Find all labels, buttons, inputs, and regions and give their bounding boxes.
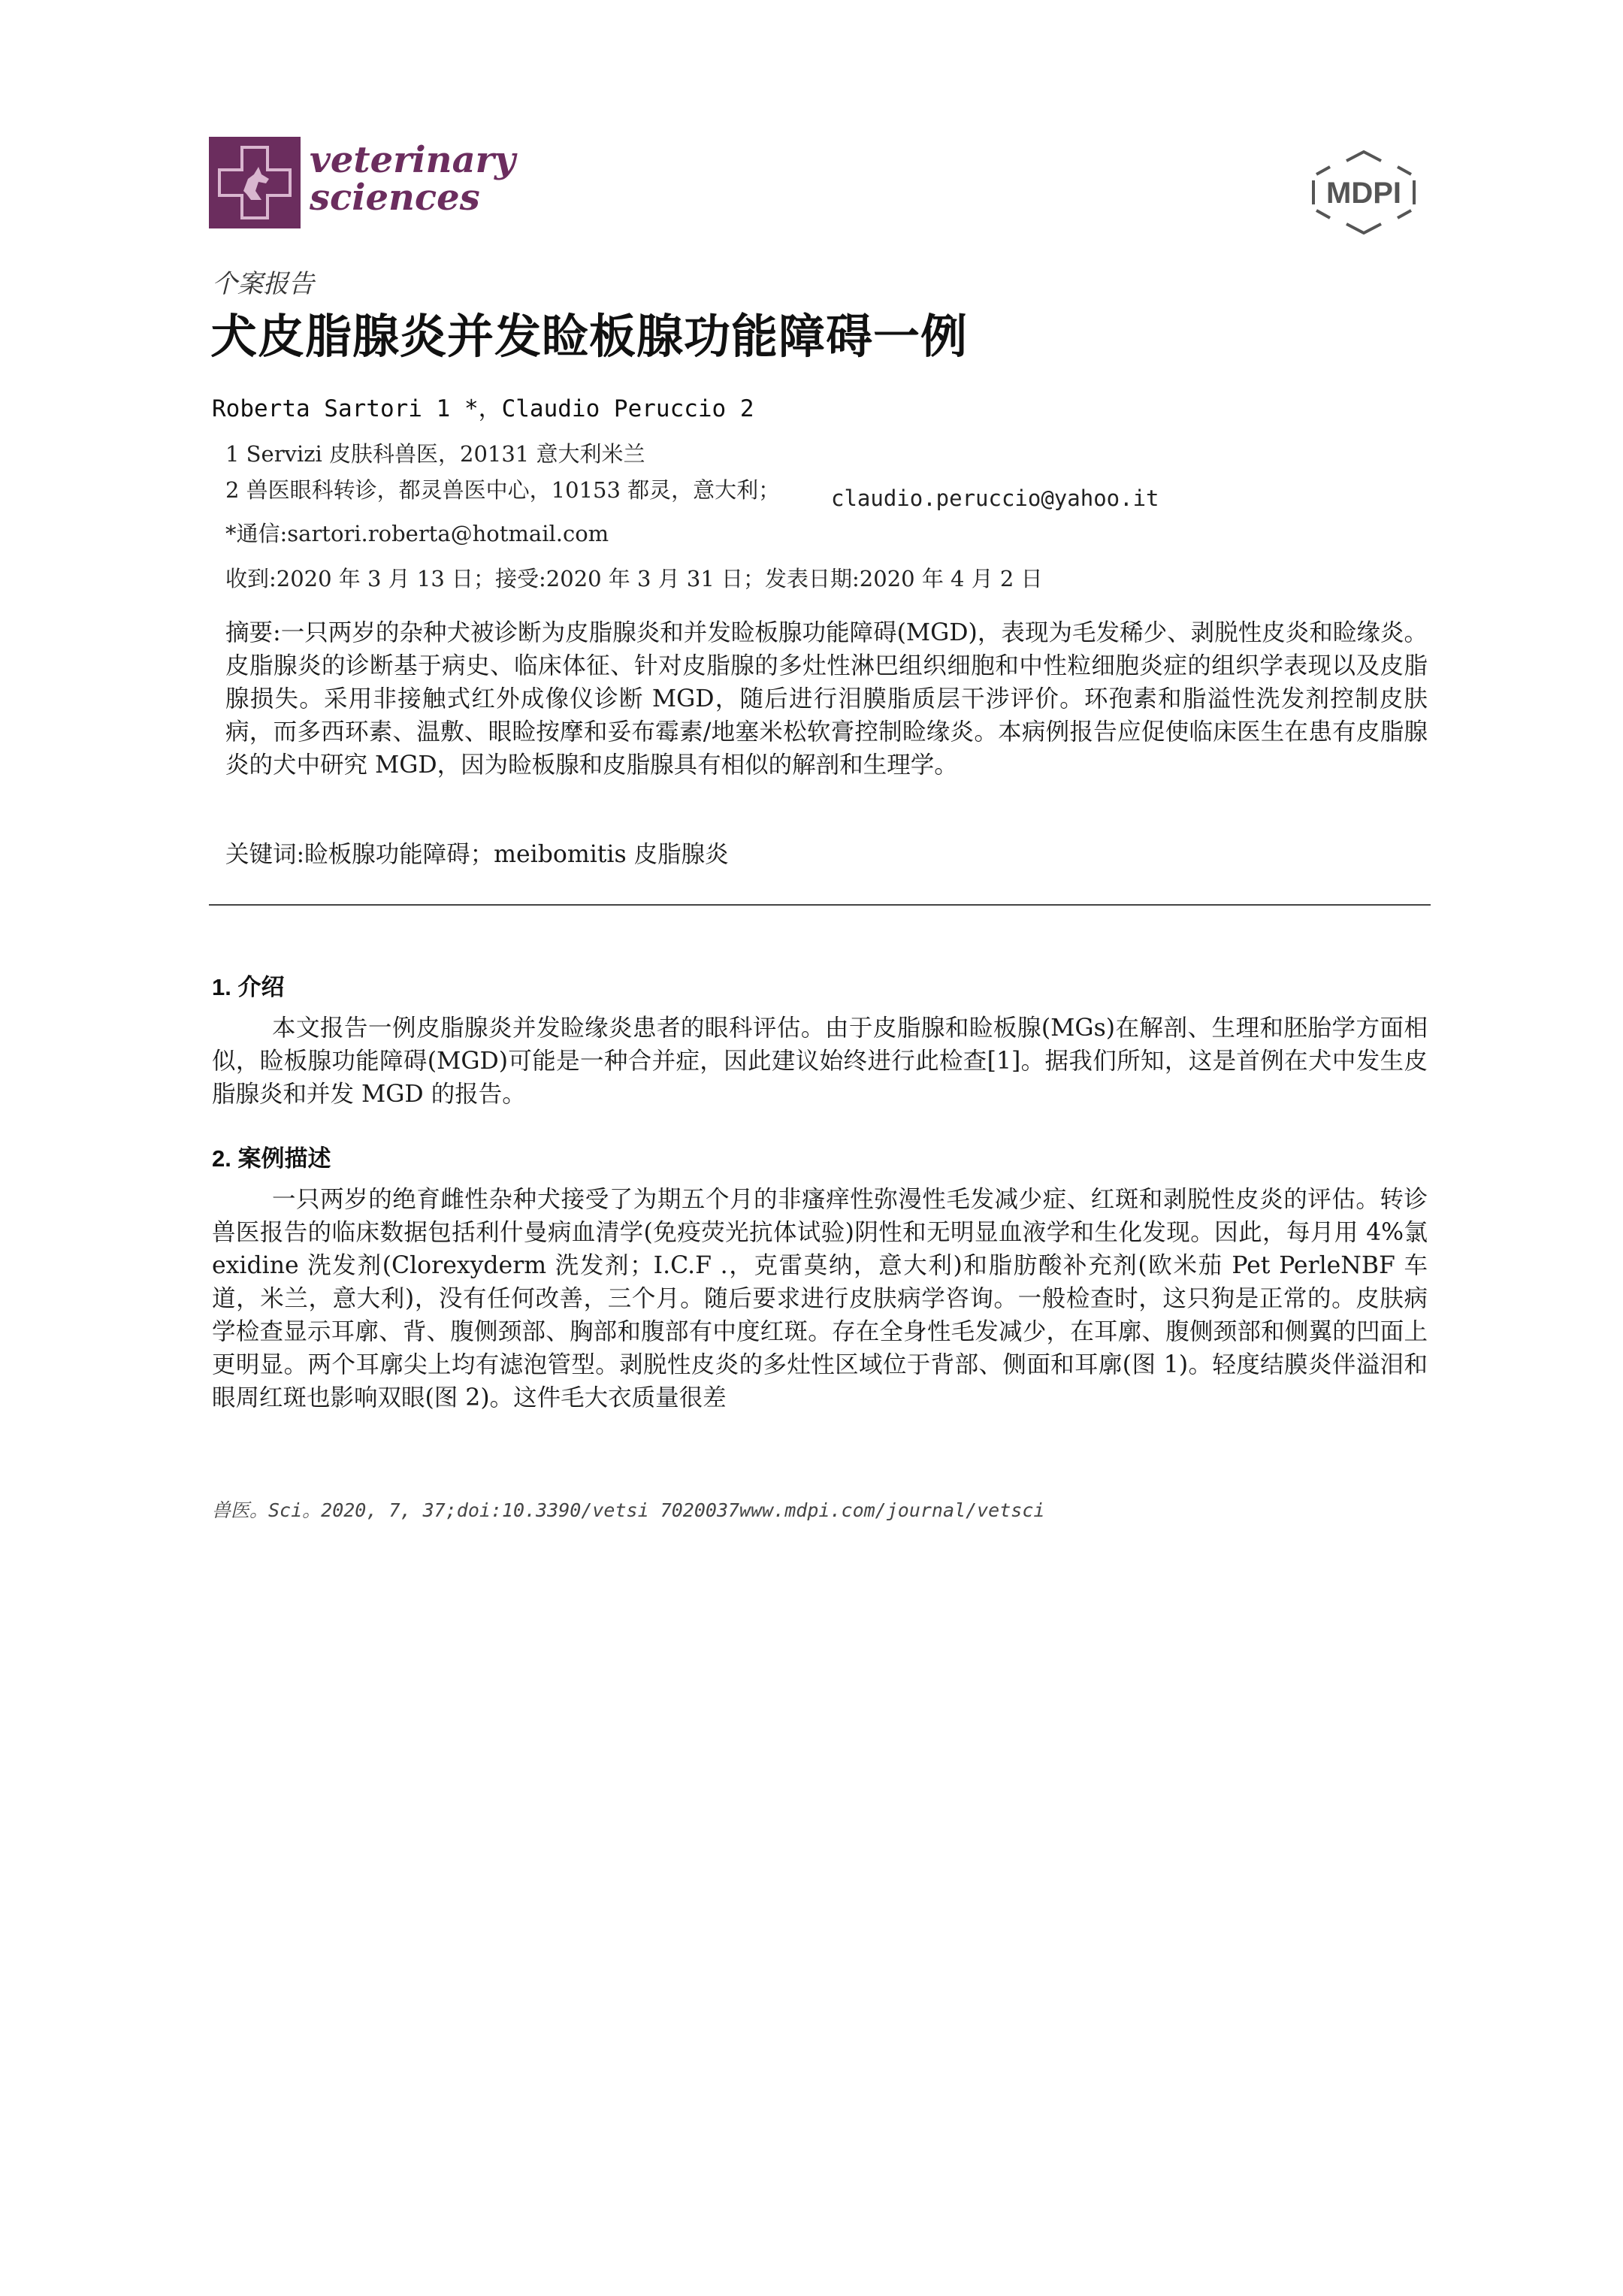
- publication-dates: 收到:2020 年 3 月 13 日；接受:2020 年 3 月 31 日；发表日期:2020 年 4 月 2 日: [225, 566, 1043, 591]
- section-heading-introduction: 1. 介绍: [212, 974, 285, 1000]
- mdpi-hexagon-icon: [1300, 150, 1428, 234]
- correspondence: *通信:sartori.roberta@hotmail.com: [225, 521, 609, 546]
- section-body-introduction: 本文报告一例皮脂腺炎并发睑缘炎患者的眼科评估。由于皮脂腺和睑板腺(MGs)在解剖、生理和胚胎学方面相似，睑板腺功能障碍(MGD)可能是一种合并症，因此建议始终进行此检查[1]。据我们所知，这是首例在犬中发生皮脂腺炎和并发 MGD 的报告。: [212, 1015, 1428, 1108]
- article-title: 犬皮脂腺炎并发睑板腺功能障碍一例: [210, 309, 969, 364]
- affiliation-2-email[interactable]: claudio.peruccio@yahoo.it: [831, 486, 1159, 511]
- affiliation-2: 2 兽医眼科转诊，都灵兽医中心，10153 都灵，意大利；: [225, 477, 781, 503]
- publisher-logo: [1300, 150, 1428, 234]
- citation-footer: 兽医。Sci。2020, 7, 37;doi:10.3390/vetsi 7020037www.mdpi.com/journal/vetsci: [212, 1499, 1045, 1521]
- journal-logo: [209, 137, 301, 228]
- section-body-case-description: 一只两岁的绝育雌性杂种犬接受了为期五个月的非瘙痒性弥漫性毛发减少症、红斑和剥脱性皮炎的评估。转诊兽医报告的临床数据包括利什曼病血清学(免疫荧光抗体试验)阴性和无明显血液学和生化发现。因此，每月用 4%氯 exidine 洗发剂(Clorexyderm 洗发剂；I.C.F .，克雷莫纳，意大利)和脂肪酸补充剂(欧米茄 Pet PerleNBF 车道，米兰，意大利)，没有任何改善，三个月。随后要求进行皮肤病学咨询。一般检查时，这只狗是正常的。皮肤病学检查显示耳廓、背、腹侧颈部、胸部和腹部有中度红斑。存在全身性毛发减少，在耳廓、腹侧颈部和侧翼的凹面上更明显。两个耳廓尖上均有滤泡管型。剥脱性皮炎的多灶性区域位于背部、侧面和耳廓(图 1)。轻度结膜炎伴溢泪和眼周红斑也影响双眼(图 2)。这件毛大衣质量很差: [212, 1186, 1428, 1411]
- abstract: 摘要:一只两岁的杂种犬被诊断为皮脂腺炎和并发睑板腺功能障碍(MGD)，表现为毛发稀少、剥脱性皮炎和睑缘炎。皮脂腺炎的诊断基于病史、临床体征、针对皮脂腺的多灶性淋巴组织细胞和中性粒细胞炎症的组织学表现以及皮脂腺损失。采用非接触式红外成像仪诊断 MGD，随后进行泪膜脂质层干涉评价。环孢素和脂溢性洗发剂控制皮肤病，而多西环素、温敷、眼睑按摩和妥布霉素/地塞米松软膏控制睑缘炎。本病例报告应促使临床医生在患有皮脂腺炎的犬中研究 MGD，因为睑板腺和皮脂腺具有相似的解剖和生理学。: [225, 619, 1428, 779]
- header-divider: [209, 904, 1431, 906]
- affiliation-1: 1 Servizi 皮肤科兽医，20131 意大利米兰: [225, 441, 645, 467]
- article-type: 个案报告: [212, 269, 314, 299]
- veterinary-cross-dog-icon: [209, 137, 301, 228]
- author-list: Roberta Sartori 1 *，Claudio Peruccio 2: [212, 395, 754, 422]
- publisher-name: MDPI: [1326, 177, 1401, 210]
- section-heading-case-description: 2. 案例描述: [212, 1145, 331, 1172]
- journal-name-line1: veterinary: [310, 139, 515, 181]
- journal-name-line2: sciences: [310, 177, 480, 219]
- journal-name: [310, 139, 515, 219]
- keywords: 关键词:睑板腺功能障碍；meibomitis 皮脂腺炎: [225, 841, 729, 868]
